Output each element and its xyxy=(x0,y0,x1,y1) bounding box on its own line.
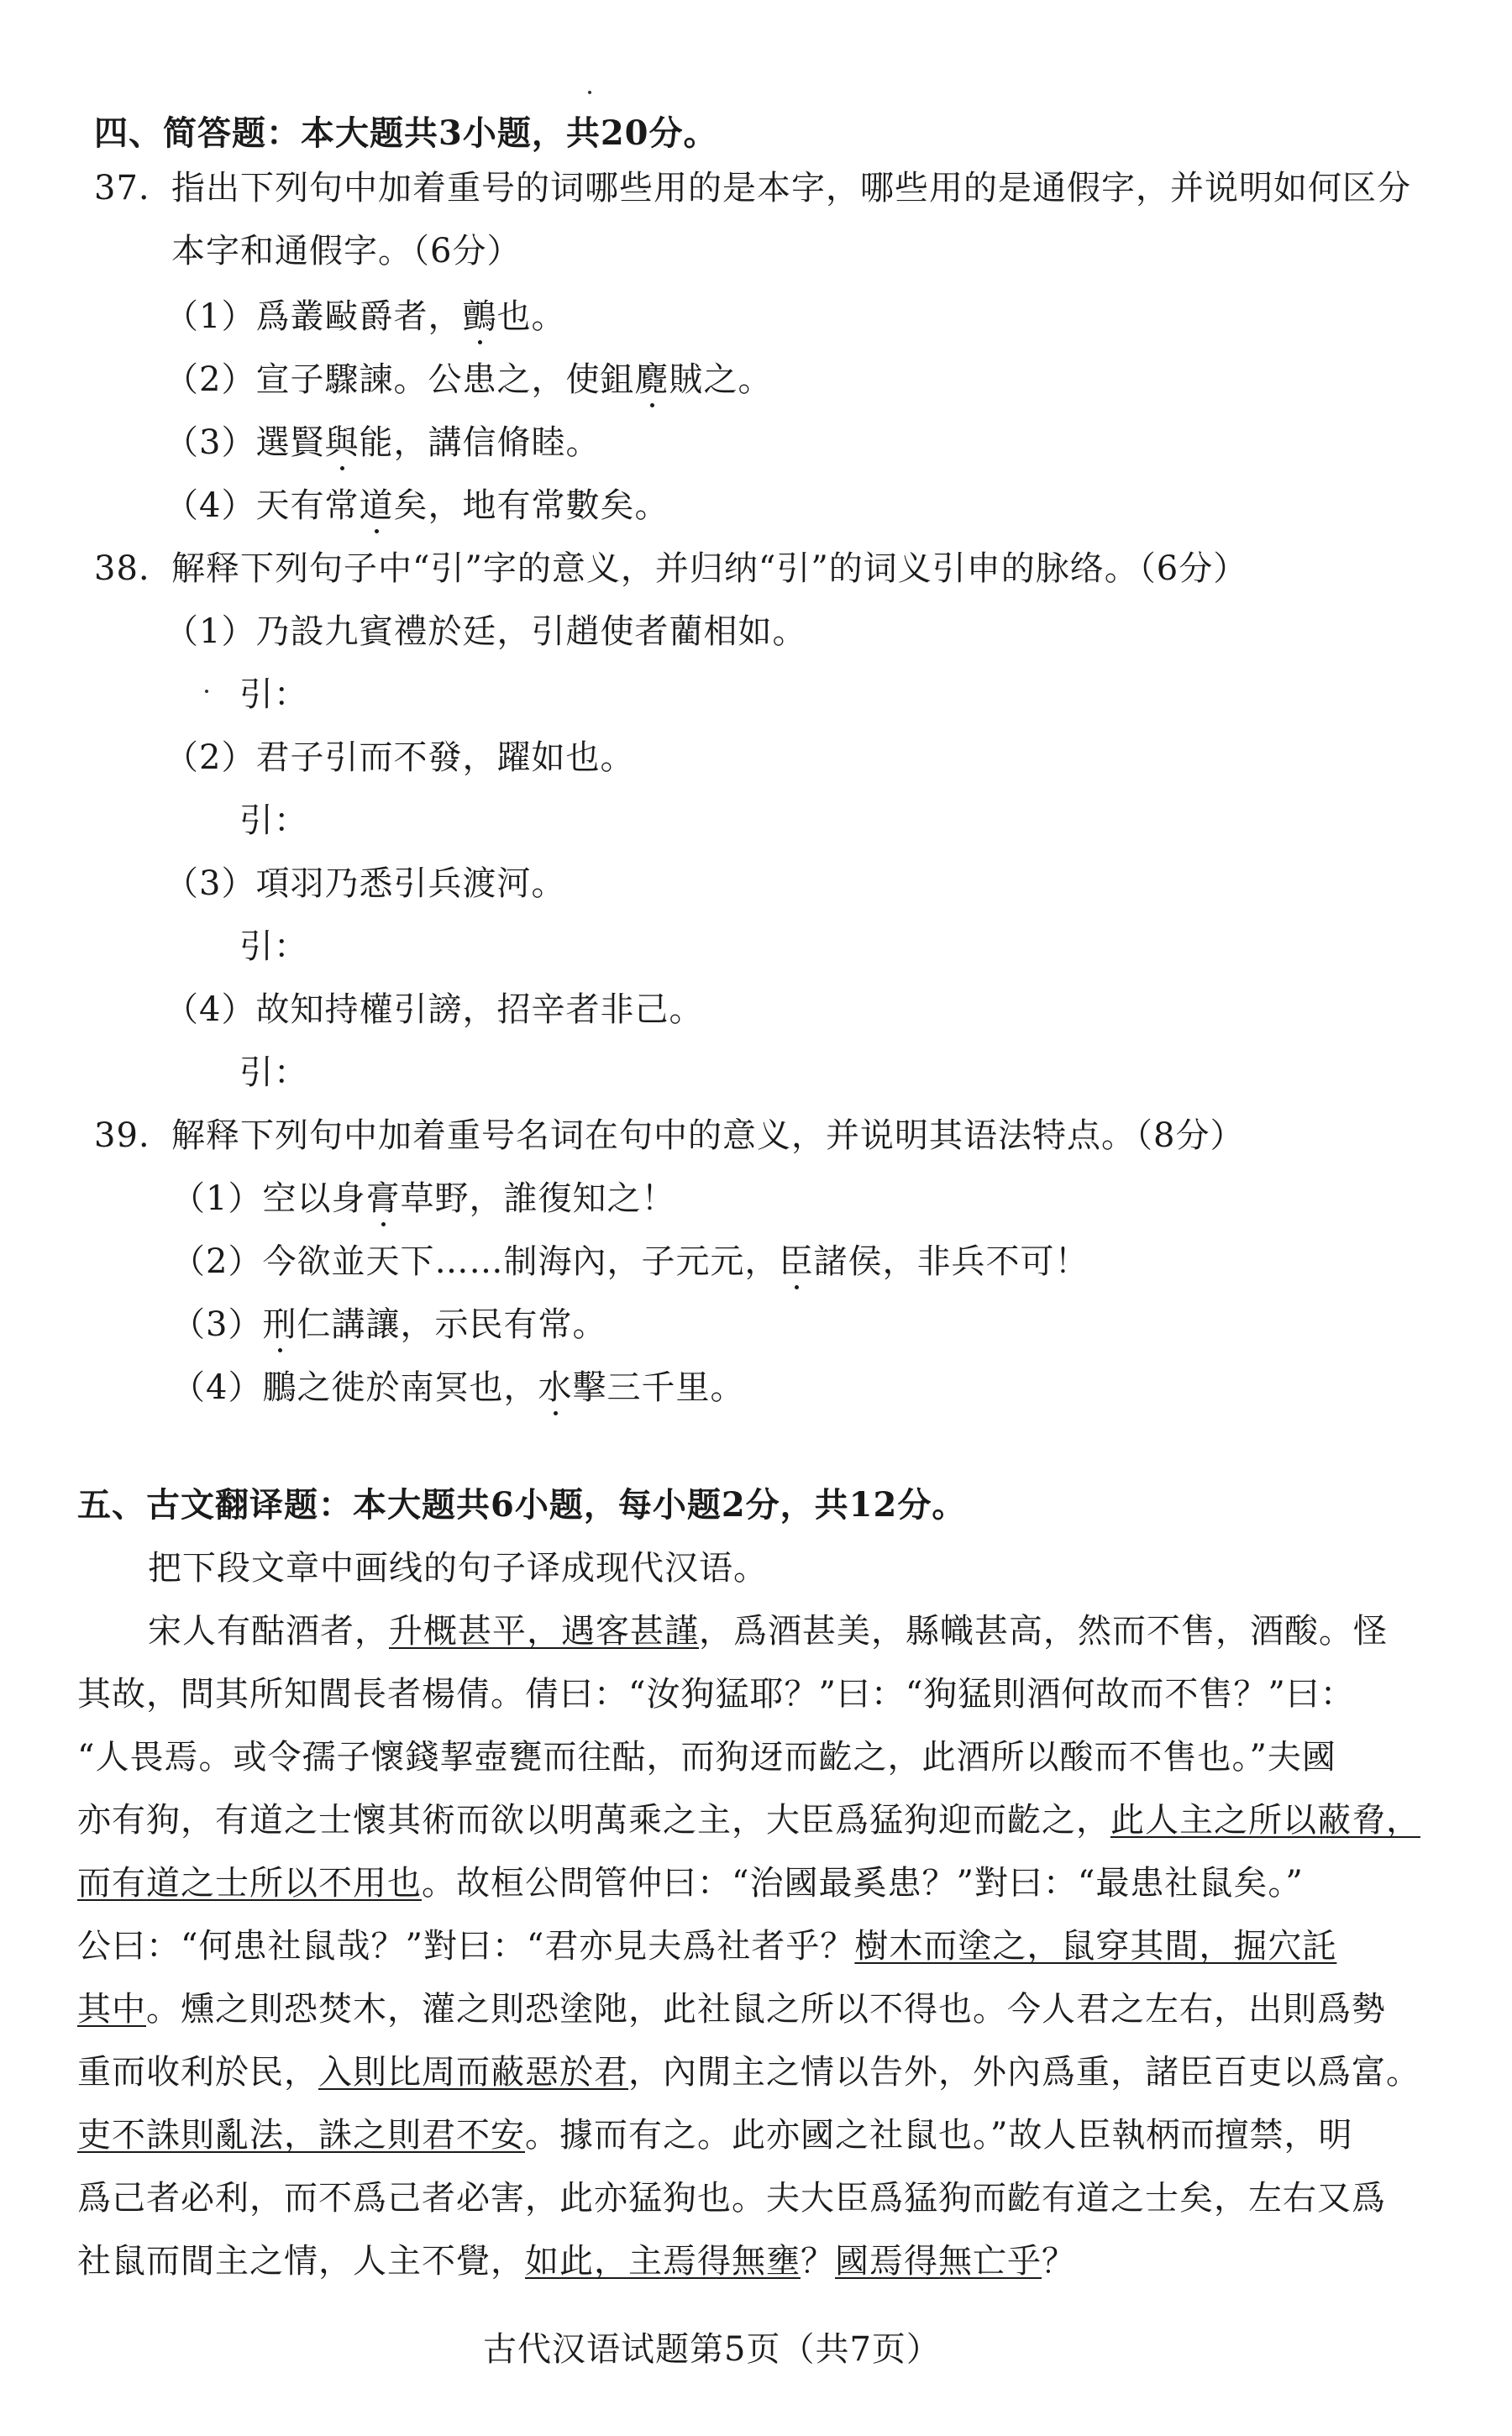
q37-item-3 xyxy=(165,420,600,465)
passage-line-3: “人畏焉。或令孺子懷錢挈壺甕而往酤，而狗迓而齕之，此酒所以酸而不售也。”夫國 xyxy=(77,1738,1336,1777)
section-5-heading: 五、古文翻译题：本大题共6小题，每小题2分，共12分。 xyxy=(77,1485,967,1525)
passage-l1-b: ，爲酒甚美，縣幟甚高，然而不售，酒酸。怪 xyxy=(699,1612,1388,1651)
passage-line-11 xyxy=(77,2239,1076,2284)
passage-l11-underlined-2: 國焉得無亡乎 xyxy=(835,2242,1042,2281)
q37-item-4-emphasis: 道 xyxy=(359,486,394,525)
passage-l1-underlined: 升概甚平，遇客甚謹 xyxy=(389,1612,699,1651)
q37-prompt-line-1 xyxy=(94,165,1411,211)
passage-line-1 xyxy=(148,1609,1388,1654)
passage-line-9 xyxy=(77,2113,1352,2158)
passage-l4-underlined: 此人主之所以蔽脅， xyxy=(1110,1801,1420,1840)
q39-prompt-text: 解释下列句中加着重号名词在句中的意义，并说明其语法特点。（8分） xyxy=(171,1116,1245,1155)
q37-item-4 xyxy=(165,483,669,528)
q37-item-3-emphasis: 與 xyxy=(324,423,360,462)
q39-number: 39. xyxy=(94,1116,150,1155)
passage-l5-b: 。故桓公問管仲曰：“治國最奚患？”對曰：“最患社鼠矣。” xyxy=(422,1864,1304,1903)
q38-item-1: （1）乃設九賓禮於廷，引趙使者藺相如。 xyxy=(165,612,807,651)
q39-item-2-pre: （2）今欲並天下……制海內，子元元， xyxy=(171,1242,780,1281)
q39-item-3-pre: （3） xyxy=(171,1305,263,1344)
passage-line-2: 其故，問其所知閭長者楊倩。倩曰：“汝狗猛耶？”曰：“狗猛則酒何故而不售？”曰： xyxy=(77,1675,1355,1714)
q38-item-2-answer-label: 引： xyxy=(239,801,308,840)
passage-l11-a: 社鼠而間主之情，人主不覺， xyxy=(77,2242,525,2281)
q39-item-1-post: 草野，誰復知之！ xyxy=(400,1179,676,1218)
q37-item-1-pre: （1）爲叢敺爵者， xyxy=(165,297,463,336)
q37-item-2-pre: （2）宣子驟諫。公患之，使鉏 xyxy=(165,360,635,399)
q37-number: 37. xyxy=(94,169,150,207)
q37-item-3-post: 能，講信脩睦。 xyxy=(359,423,601,462)
q37-prompt-a: 指出下列句中加着重号的词哪些用的是本字，哪些用的是通假字，并说明如何区分 xyxy=(171,169,1411,207)
q39-item-4 xyxy=(171,1365,744,1410)
passage-l7-b: 。燻之則恐焚木，灌之則恐塗阤，此社鼠之所以不得也。今人君之左右，出則爲勢 xyxy=(146,1990,1386,2029)
q37-item-4-post: 矣，地有常數矣。 xyxy=(393,486,669,525)
q39-item-3 xyxy=(171,1302,606,1347)
q39-item-2 xyxy=(171,1239,1089,1284)
q37-prompt-line-2: 本字和通假字。（6分） xyxy=(171,232,522,270)
q37-item-2-post: 賊之。 xyxy=(669,360,773,399)
q39-item-4-emphasis: 水 xyxy=(538,1368,573,1407)
q38-prompt xyxy=(94,546,1247,591)
passage-l9-underlined: 吏不誅則亂法，誅之則君不安 xyxy=(77,2116,525,2155)
q39-item-3-emphasis: 刑 xyxy=(262,1305,297,1344)
q39-item-3-post: 仁講讓，示民有常。 xyxy=(297,1305,607,1344)
passage-line-10: 爲己者必利，而不爲己者必害，此亦猛狗也。夫大臣爲猛狗而齕有道之士矣，左右又爲 xyxy=(77,2179,1386,2218)
q38-item-3: （3）項羽乃悉引兵渡河。 xyxy=(165,864,566,903)
scan-speck xyxy=(588,91,591,94)
q38-number: 38. xyxy=(94,549,150,588)
q38-prompt-text: 解释下列句子中“引”字的意义，并归纳“引”的词义引申的脉络。（6分） xyxy=(171,549,1248,588)
passage-line-7 xyxy=(77,1987,1386,2032)
passage-l7-underlined: 其中 xyxy=(77,1990,146,2029)
q37-item-1-emphasis: 鸇 xyxy=(462,297,497,336)
q39-item-1-pre: （1）空以身 xyxy=(171,1179,366,1218)
passage-l8-b: ，內閒主之情以告外，外內爲重，諸臣百吏以爲富。 xyxy=(628,2053,1420,2092)
q37-item-4-pre: （4）天有常 xyxy=(165,486,360,525)
passage-l6-a: 公曰：“何患社鼠哉？”對曰：“君亦見夫爲社者乎？ xyxy=(77,1927,855,1966)
q37-item-2 xyxy=(165,357,772,402)
passage-line-6 xyxy=(77,1924,1336,1969)
page-footer: 古代汉语试题第5页（共7页） xyxy=(483,2330,941,2369)
q39-item-2-emphasis: 臣 xyxy=(779,1242,814,1281)
q39-item-2-post: 諸侯，非兵不可！ xyxy=(813,1242,1089,1281)
q39-item-4-post: 擊三千里。 xyxy=(572,1368,745,1407)
passage-l6-underlined: 樹木而塗之，鼠穿其間，掘穴託 xyxy=(854,1927,1337,1966)
passage-line-8 xyxy=(77,2050,1420,2095)
passage-l1-a: 宋人有酤酒者， xyxy=(148,1612,389,1651)
q38-item-4: （4）故知持權引謗，招辛者非己。 xyxy=(165,990,704,1029)
passage-l11-b: ？ xyxy=(801,2242,835,2281)
section-5-instruction: 把下段文章中画线的句子译成现代汉语。 xyxy=(148,1549,768,1588)
q37-item-1-post: 也。 xyxy=(496,297,566,336)
passage-l8-a: 重而收利於民， xyxy=(77,2053,318,2092)
passage-line-4 xyxy=(77,1798,1420,1843)
q39-item-4-pre: （4）鵬之徙於南冥也， xyxy=(171,1368,538,1407)
q38-item-3-answer-label: 引： xyxy=(239,927,308,966)
q39-prompt xyxy=(94,1113,1244,1158)
q37-item-1 xyxy=(165,294,565,339)
passage-l9-b: 。據而有之。此亦國之社鼠也。”故人臣執柄而擅禁，明 xyxy=(525,2116,1353,2155)
q37-item-2-emphasis: 麑 xyxy=(634,360,669,399)
passage-l8-underlined: 入則比周而蔽惡於君 xyxy=(318,2053,628,2092)
scan-speck xyxy=(205,690,208,693)
q39-item-1-emphasis: 膏 xyxy=(365,1179,401,1218)
passage-l11-c: ？ xyxy=(1042,2242,1076,2281)
q39-item-1 xyxy=(171,1176,675,1221)
passage-line-5 xyxy=(77,1861,1304,1906)
section-4-heading: 四、简答题：本大题共3小题，共20分。 xyxy=(94,113,718,153)
passage-l5-underlined: 而有道之士所以不用也 xyxy=(77,1864,422,1903)
q38-item-4-answer-label: 引： xyxy=(239,1053,308,1092)
q37-item-3-pre: （3）選賢 xyxy=(165,423,325,462)
passage-l11-underlined-1: 如此，主焉得無壅 xyxy=(525,2242,801,2281)
q38-item-1-answer-label: 引： xyxy=(239,675,308,714)
q38-item-2: （2）君子引而不發，躍如也。 xyxy=(165,738,635,777)
passage-l4-a: 亦有狗，有道之士懷其術而欲以明萬乘之主，大臣爲猛狗迎而齕之， xyxy=(77,1801,1110,1840)
